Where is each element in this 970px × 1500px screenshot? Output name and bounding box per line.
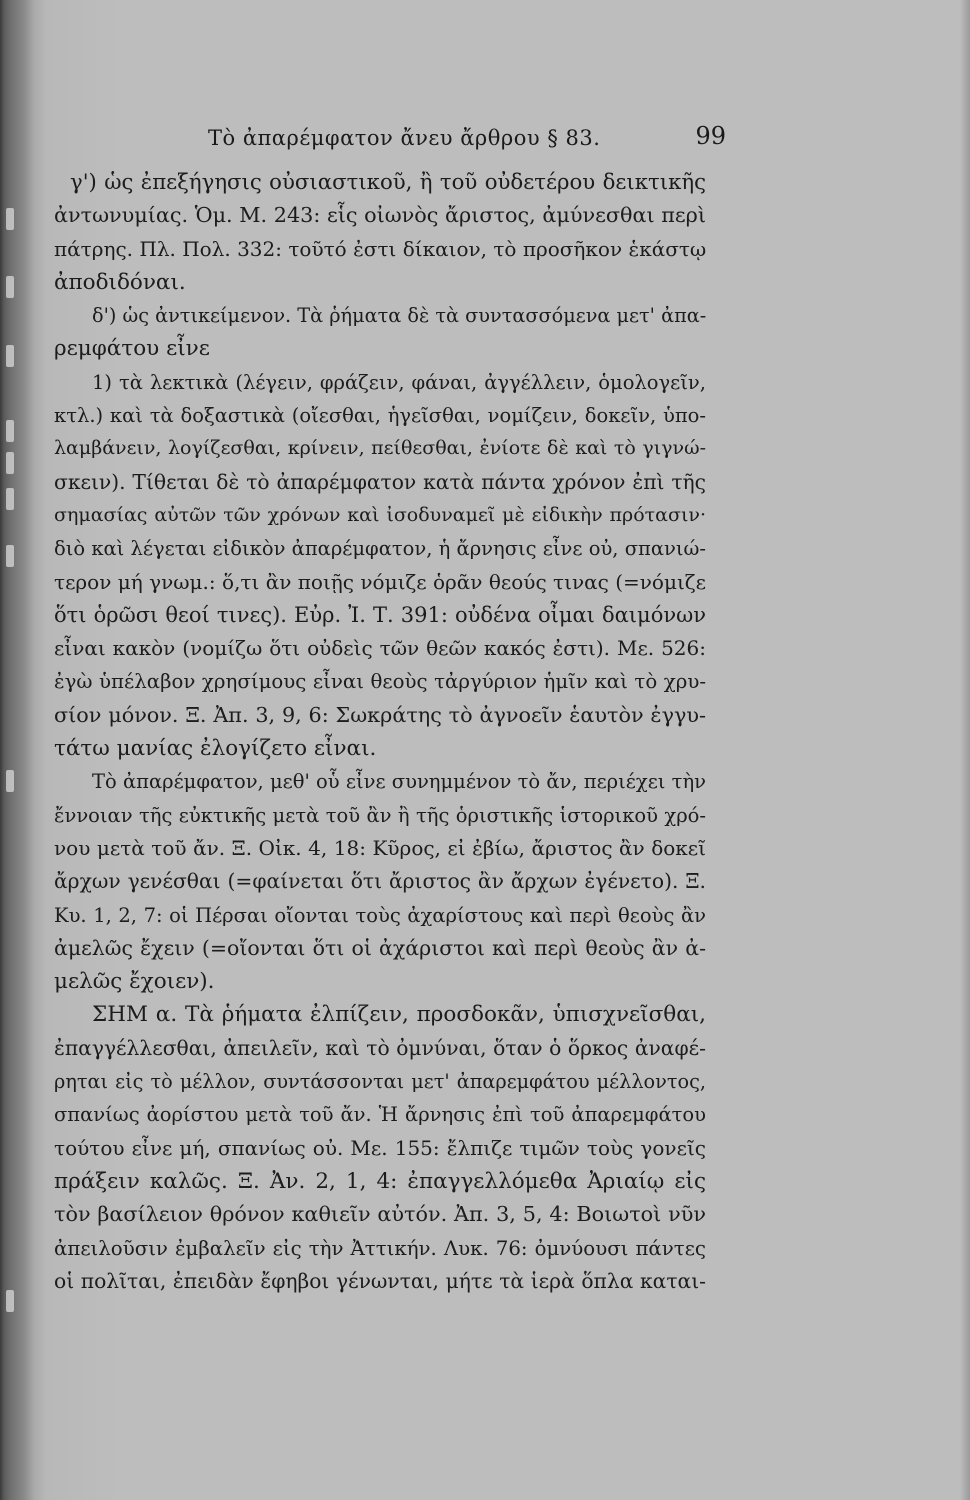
- text-line: σπανίως ἀορίστου μετὰ τοῦ ἄν. Ἡ ἄρνησις ἐπὶ τοῦ ἀπαρεμφάτου: [54, 1103, 706, 1127]
- text-line: ρηται εἰς τὸ μέλλον, συντάσσονται μετ' ἀπαρεμφάτου μέλλοντος,: [54, 1070, 706, 1094]
- binding-mark: [6, 545, 14, 567]
- text-line: ὅτι ὁρῶσι θεοί τινες). Εὐρ. Ἰ. Τ. 391: οὐδένα οἶμαι δαιμόνων: [54, 602, 706, 627]
- text-line: τὸν βασίλειον θρόνον καθιεῖν αὐτόν. Ἀπ. 3, 5, 4: Βοιωτοὶ νῦν: [54, 1202, 706, 1227]
- text-line: σίον μόνον. Ξ. Ἀπ. 3, 9, 6: Σωκράτης τὸ ἀγνοεῖν ἑαυτὸν ἐγγυ-: [54, 702, 706, 727]
- text-line: πράξειν καλῶς. Ξ. Ἀν. 2, 1, 4: ἐπαγγελλόμεθα Ἀριαίῳ εἰς: [54, 1168, 706, 1194]
- text-line: σκειν). Τίθεται δὲ τὸ ἀπαρέμφατον κατὰ πάντα χρόνον ἐπὶ τῆς: [54, 469, 706, 494]
- text-line: δ') ὡς ἀντικείμενον. Τὰ ῥήματα δὲ τὰ συντασσόμενα μετ' ἀπα-: [92, 304, 707, 328]
- text-line: ἀμελῶς ἔχειν (=οἴονται ὅτι οἱ ἀχάριστοι καὶ περὶ θεοὺς ἂν ἀ-: [54, 935, 706, 960]
- binding-mark: [6, 208, 14, 230]
- binding-mark: [6, 276, 14, 298]
- text-line: ἀπειλοῦσιν ἐμβαλεῖν εἰς τὴν Ἀττικήν. Λυκ. 76: ὀμνύουσι πάντες: [54, 1236, 706, 1260]
- text-line: γ') ὡς ἐπεξήγησις οὐσιαστικοῦ, ἢ τοῦ οὐδετέρου δεικτικῆς: [70, 170, 706, 195]
- binding-mark: [6, 488, 14, 510]
- text-line: νου μετὰ τοῦ ἄν. Ξ. Οἰκ. 4, 18: Κῦρος, εἰ ἐβίω, ἄριστος ἂν δοκεῖ: [54, 835, 706, 860]
- page-header: [50, 122, 726, 156]
- binding-mark: [6, 420, 14, 442]
- text-line: ἐπαγγέλλεσθαι, ἀπειλεῖν, καὶ τὸ ὀμνύναι, ὅταν ὁ ὅρκος ἀναφέ-: [54, 1035, 706, 1060]
- text-line: ἐγὼ ὑπέλαβον χρησίμους εἶναι θεοὺς τἀργύριον ἡμῖν καὶ τὸ χρυ-: [54, 670, 706, 694]
- text-line: ἀποδιδόναι.: [54, 269, 186, 295]
- running-head: Τὸ ἀπαρέμφατον ἄνευ ἄρθρου § 83.: [208, 126, 601, 150]
- text-line: ἄρχων γενέσθαι (=φαίνεται ὅτι ἄριστος ἂν ἄρχων ἐγένετο). Ξ.: [54, 869, 706, 894]
- text-line: ΣΗΜ α. Τὰ ῥήματα ἐλπίζειν, προσδοκᾶν, ὑπισχνεῖσθαι,: [92, 1002, 706, 1028]
- text-line: τούτου εἶνε μή, σπανίως οὐ. Με. 155: ἔλπιζε τιμῶν τοὺς γονεῖς: [54, 1135, 706, 1160]
- text-line: οἱ πολῖται, ἐπειδὰν ἔφηβοι γένωνται, μήτε τὰ ἱερὰ ὅπλα καται-: [54, 1268, 706, 1293]
- page-number: 99: [695, 122, 726, 150]
- text-line: τερον μή γνωμ.: ὅ,τι ἂν ποιῇς νόμιζε ὁρᾶν θεούς τινας (=νόμιζε: [54, 569, 706, 594]
- text-line: ἀντωνυμίας. Ὁμ. Μ. 243: εἷς οἰωνὸς ἄριστος, ἀμύνεσθαι περὶ: [54, 203, 706, 228]
- text-line: κτλ.) καὶ τὰ δοξαστικὰ (οἴεσθαι, ἡγεῖσθαι, νομίζειν, δοκεῖν, ὑπο-: [54, 404, 706, 428]
- text-line: εἶναι κακὸν (νομίζω ὅτι οὐδεὶς τῶν θεῶν κακός ἐστι). Με. 526:: [54, 636, 706, 661]
- text-line: τάτω μανίας ἐλογίζετο εἶναι.: [54, 736, 377, 762]
- text-line: σημασίας αὐτῶν τῶν χρόνων καὶ ἰσοδυναμεῖ μὲ εἰδικὴν πρότασιν·: [54, 503, 706, 526]
- text-line: Κυ. 1, 2, 7: οἱ Πέρσαι οἴονται τοὺς ἀχαρίστους καὶ περὶ θεοὺς ἂν: [54, 903, 706, 927]
- page-body: [54, 166, 706, 1298]
- binding-mark: [6, 1290, 14, 1312]
- text-line: Τὸ ἀπαρέμφατον, μεθ' οὗ εἶνε συνημμένον τὸ ἄν, περιέχει τὴν: [92, 770, 706, 794]
- text-line: ἔννοιαν τῆς εὐκτικῆς μετὰ τοῦ ἂν ἢ τῆς ὁριστικῆς ἱστορικοῦ χρό-: [54, 803, 706, 827]
- binding-mark: [6, 770, 14, 792]
- text-line: λαμβάνειν, λογίζεσθαι, κρίνειν, πείθεσθαι, ἐνίοτε δὲ καὶ τὸ γιγνώ-: [54, 437, 706, 460]
- text-line: πάτρης. Πλ. Πολ. 332: τοῦτό ἐστι δίκαιον, τὸ προσῆκον ἑκάστῳ: [54, 236, 707, 261]
- binding-mark: [6, 452, 14, 474]
- text-line: διὸ καὶ λέγεται εἰδικὸν ἀπαρέμφατον, ἡ ἄρνησις εἶνε οὐ, σπανιώ-: [54, 537, 706, 561]
- text-line: ρεμφάτου εἶνε: [54, 336, 210, 362]
- text-line: 1) τὰ λεκτικὰ (λέγειν, φράζειν, φάναι, ἀγγέλλειν, ὁμολογεῖν,: [92, 370, 706, 394]
- text-line: μελῶς ἔχοιεν).: [54, 969, 215, 995]
- binding-mark: [6, 345, 14, 367]
